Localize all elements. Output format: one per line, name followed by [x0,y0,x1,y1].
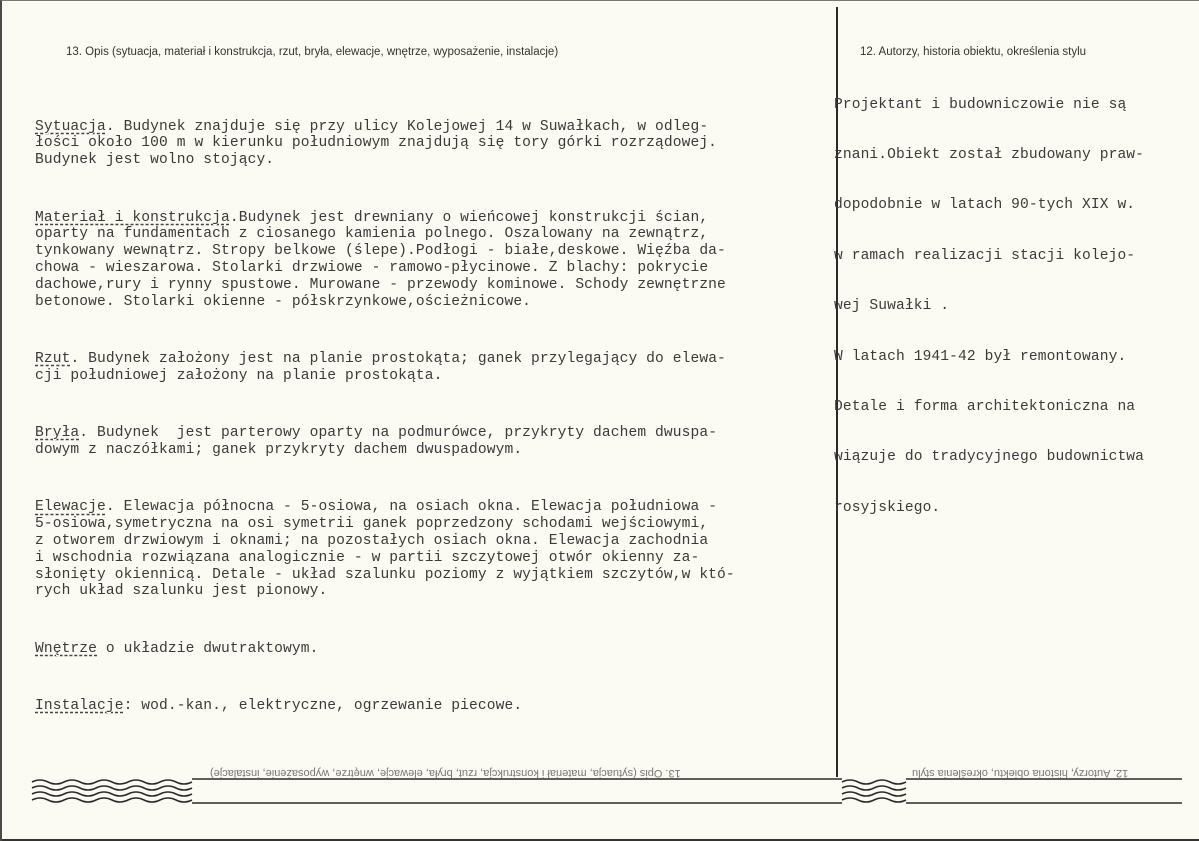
section-12-header: 12. Autorzy, historia obiektu, określenia stylu [860,46,1087,58]
history-line: wej Suwałki . [834,298,950,315]
label-bryla: Bryła [35,425,80,442]
history-line: Projektant i budowniczowie nie są [834,96,1127,113]
history-line: rosyjskiego. [834,499,941,516]
label-elewacje: Elewacje [35,499,106,516]
mirrored-header-right: 12. Autorzy, historia obiektu, określenia stylu [912,767,1129,779]
paragraph-wnetrze: Wnętrze o układzie dwutraktowym. [35,640,319,657]
paragraph-bryla: Bryła. Budynek jest parterowy oparty na podmurówce, przykryty dachem dwuspa- dowym z naczółkami; ganek przykryty dachem dwuspadowym. [35,425,718,458]
section-13-header: 13. Opis (sytuacja, materiał i konstrukcja, rzut, bryła, elewacje, wnętrze, wyposażenie, instalacje) [66,46,559,58]
paragraph-material: Materiał i konstrukcja.Budynek jest drewniany o wieńcowej konstrukcji ścian, oparty na fundamentach z ciosanego kamienia polnego. Oszalowany na zewnątrz, tynkowany wewnątrz. Stropy belkowe (ślepe).Podłogi - białe,deskowe. Więźba da- chowa - wieszarowa. Stolarki drzwiowe - ramowo-płycinowe. Z blachy: pokrycie dachowe,rury i rynny spustowe. Murowane - przewody kominowe. Schody zewnętrzne betonowe. Stolarki okienne - półskrzynkowe,ościeżnicowe. [35,209,726,310]
history-line: dopodobnie w latach 90-tych XIX w. [834,197,1136,214]
history-text [834,63,1144,550]
description-text [35,85,735,755]
history-line: Detale i forma architektoniczna na [834,398,1136,415]
history-line: w ramach realizacji stacji kolejo- [834,247,1136,264]
history-line: W latach 1941-42 był remontowany. [834,348,1127,365]
label-rzut: Rzut [35,350,71,367]
history-line: znani.Obiekt został zbudowany praw- [834,146,1145,163]
paragraph-elewacje: Elewacje. Elewacja północna - 5-osiowa, na osiach okna. Elewacja południowa - 5-osiowa,symetryczna na osi symetrii ganek poprzedzony schodami wejściowymi, z otworem drzwiowym i oknami; na pozostałych osiach okna. Elewacja zachodnia i wschodnia rozwiązana analogicznie - w partii szczytowej otwór okienny za- słonięty okiennicą. Detale - układ szalunku poziomy z wyjątkiem szczytów,w któ- rych układ szalunku jest pionowy. [35,499,735,600]
mirrored-header-left: 13. Opis (sytuacja, materiał i konstrukcja, rzut, bryła, elewacje, wnętrze, wyposażenie, instalacje) [210,767,681,779]
paragraph-sytuacja: Sytuacja. Budynek znajduje się przy ulicy Kolejowej 14 w Suwałkach, w odleg- łości około 100 m w kierunku południowym znajdują się tory górki rozrządowej. Budynek jest wolno stojący. [35,118,718,169]
paragraph-rzut: Rzut. Budynek założony jest na planie prostokąta; ganek przylegający do elewa- cji południowej założony na planie prostokąta. [35,350,726,384]
label-instalacje: Instalacje [35,698,124,715]
label-sytuacja: Sytuacja [35,118,106,135]
paragraph-instalacje: Instalacje: wod.-kan., elektryczne, ogrzewanie piecowe. [35,698,523,715]
history-line: wiązuje do tradycyjnego budownictwa [834,449,1145,466]
label-material: Materiał i konstrukcja [35,209,230,226]
wavy-border [2,776,1199,806]
label-wnetrze: Wnętrze [35,640,98,657]
